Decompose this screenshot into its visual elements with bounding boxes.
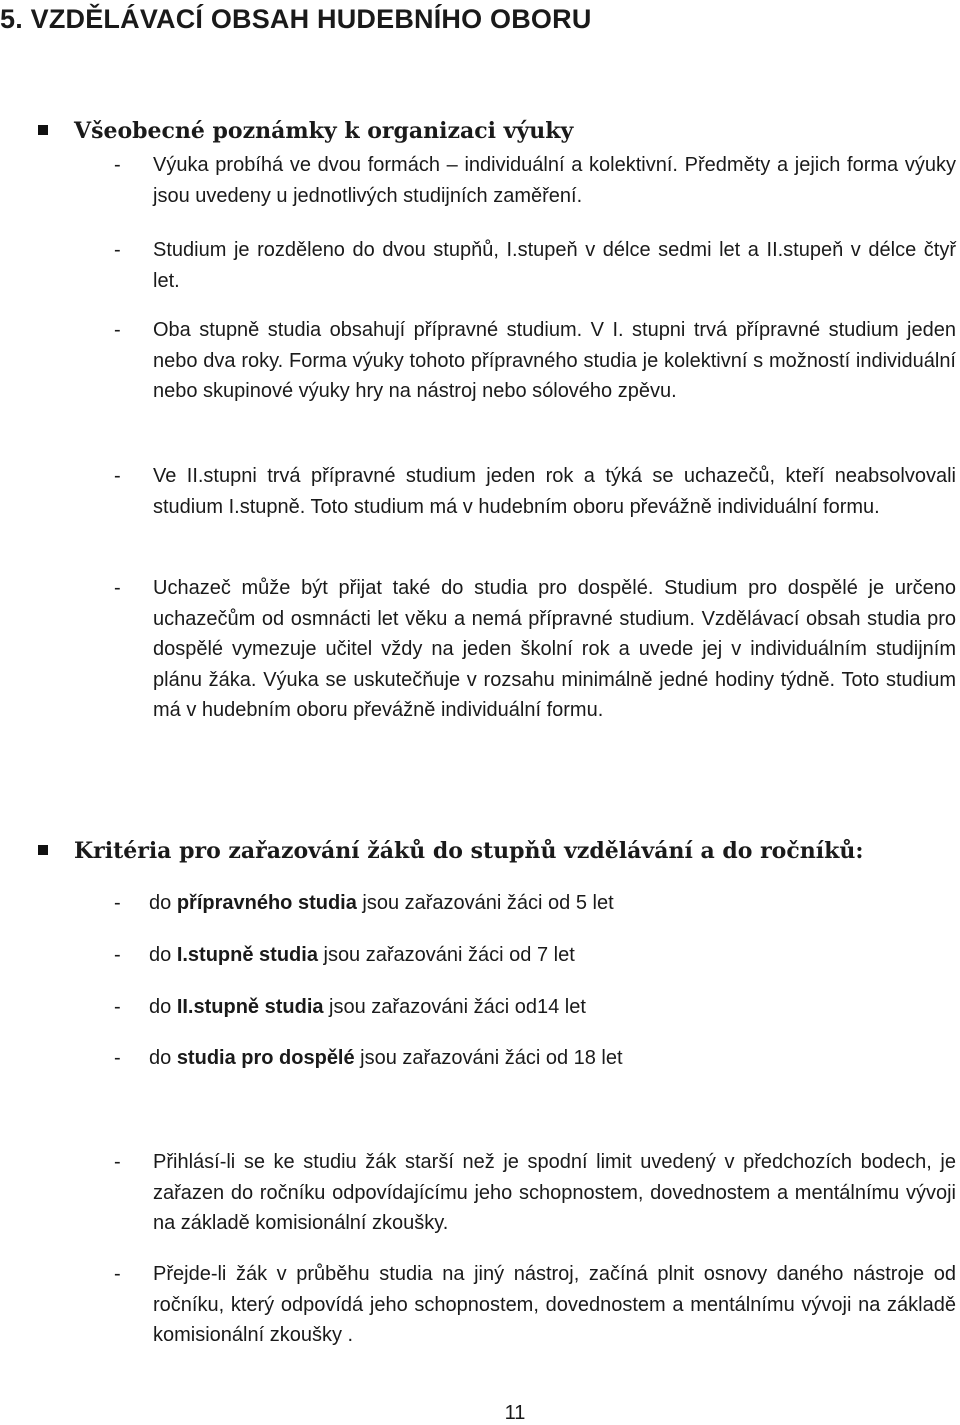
criteria-bold: studia pro dospělé: [176, 1047, 355, 1069]
square-bullet-icon: [38, 845, 48, 855]
page-number: 11: [504, 1402, 526, 1424]
list-item-text: Oba stupně studia obsahují přípravné studium. V I. stupni trvá přípravné studium jeden nebo dva roky. Forma výuky tohoto přípravného studia je kolektivní s možností individuální nebo skupinové výuky hry na nástroj nebo sólového zpěvu.: [153, 319, 956, 402]
dash-marker: -: [114, 1151, 121, 1173]
section-heading-text: Všeobecné poznámky k organizaci výuky: [74, 118, 574, 144]
criteria-note-2: [114, 1259, 956, 1351]
criteria-suffix: jsou zařazováni žáci od 7 let: [317, 944, 575, 966]
criteria-bold: II.stupně studia: [176, 996, 324, 1018]
dash-marker: -: [114, 944, 121, 966]
dash-marker: -: [114, 577, 121, 599]
criteria-item-2: [114, 940, 575, 970]
dash-marker: -: [114, 154, 121, 176]
criteria-note-1: [114, 1147, 956, 1239]
list-item-text: Výuka probíhá ve dvou formách – individuální a kolektivní. Předměty a jejich forma výuky jsou uvedeny u jednotlivých studijních zaměření.: [153, 154, 956, 207]
list-item-organization-2: [114, 235, 956, 296]
dash-marker: -: [114, 465, 121, 487]
list-item-organization-4: [114, 461, 956, 522]
dash-marker: -: [114, 892, 121, 914]
criteria-prefix: do: [149, 892, 177, 914]
list-item-organization-5: [114, 573, 956, 726]
note-text: Přejde-li žák v průběhu studia na jiný nástroj, začíná plnit osnovy daného nástroje od ročníku, který odpovídá jeho schopnostem, dovednostem a mentálnímu vývoji na základě komisionální zkoušky .: [153, 1263, 956, 1346]
list-item-text: Ve II.stupni trvá přípravné studium jeden rok a týká se uchazečů, kteří neabsolvovali studium I.stupně. Toto studium má v hudebním oboru převážně individuální formu.: [153, 465, 956, 518]
criteria-bold: I.stupně studia: [176, 944, 318, 966]
dash-marker: -: [114, 1047, 121, 1069]
dash-marker: -: [114, 1263, 121, 1285]
list-item-text: Uchazeč může být přijat také do studia pro dospělé. Studium pro dospělé je určeno uchazečům od osmnácti let věku a nemá přípravné studium. Vzdělávací obsah studia pro dospělé vymezuje učitel vždy na jeden školní rok a uvede jej v individuálním studijním plánu žáka. Výuka se uskutečňuje v rozsahu minimálně jedné hodiny týdně. Toto studium má v hudebním oboru převážně individuální formu.: [153, 577, 956, 721]
square-bullet-icon: [38, 125, 48, 135]
criteria-bold: přípravného studia: [176, 892, 357, 914]
list-item-text: Studium je rozděleno do dvou stupňů, I.stupeň v délce sedmi let a II.stupeň v délce čtyř let.: [153, 239, 956, 292]
criteria-suffix: jsou zařazováni žáci od 18 let: [354, 1047, 623, 1069]
list-item-organization-3: [114, 315, 956, 407]
list-item-organization-1: [114, 150, 956, 211]
criteria-suffix: jsou zařazováni žáci od14 let: [323, 996, 586, 1018]
criteria-prefix: do: [149, 1047, 177, 1069]
criteria-suffix: jsou zařazováni žáci od 5 let: [356, 892, 614, 914]
criteria-item-3: [114, 992, 586, 1022]
dash-marker: -: [114, 319, 121, 341]
chapter-title: 5. VZDĚLÁVACÍ OBSAH HUDEBNÍHO OBORU: [0, 4, 592, 34]
criteria-item-4: [114, 1043, 623, 1073]
criteria-prefix: do: [149, 996, 177, 1018]
dash-marker: -: [114, 239, 121, 261]
section-heading-text: Kritéria pro zařazování žáků do stupňů vzdělávání a do ročníků:: [74, 838, 864, 864]
dash-marker: -: [114, 996, 121, 1018]
criteria-prefix: do: [149, 944, 177, 966]
note-text: Přihlásí-li se ke studiu žák starší než je spodní limit uvedený v předchozích bodech, je zařazen do ročníku odpovídajícímu jeho schopnostem, dovednostem a mentálnímu vývoji na základě komisionální zkoušky.: [153, 1151, 956, 1234]
criteria-item-1: [114, 888, 614, 918]
